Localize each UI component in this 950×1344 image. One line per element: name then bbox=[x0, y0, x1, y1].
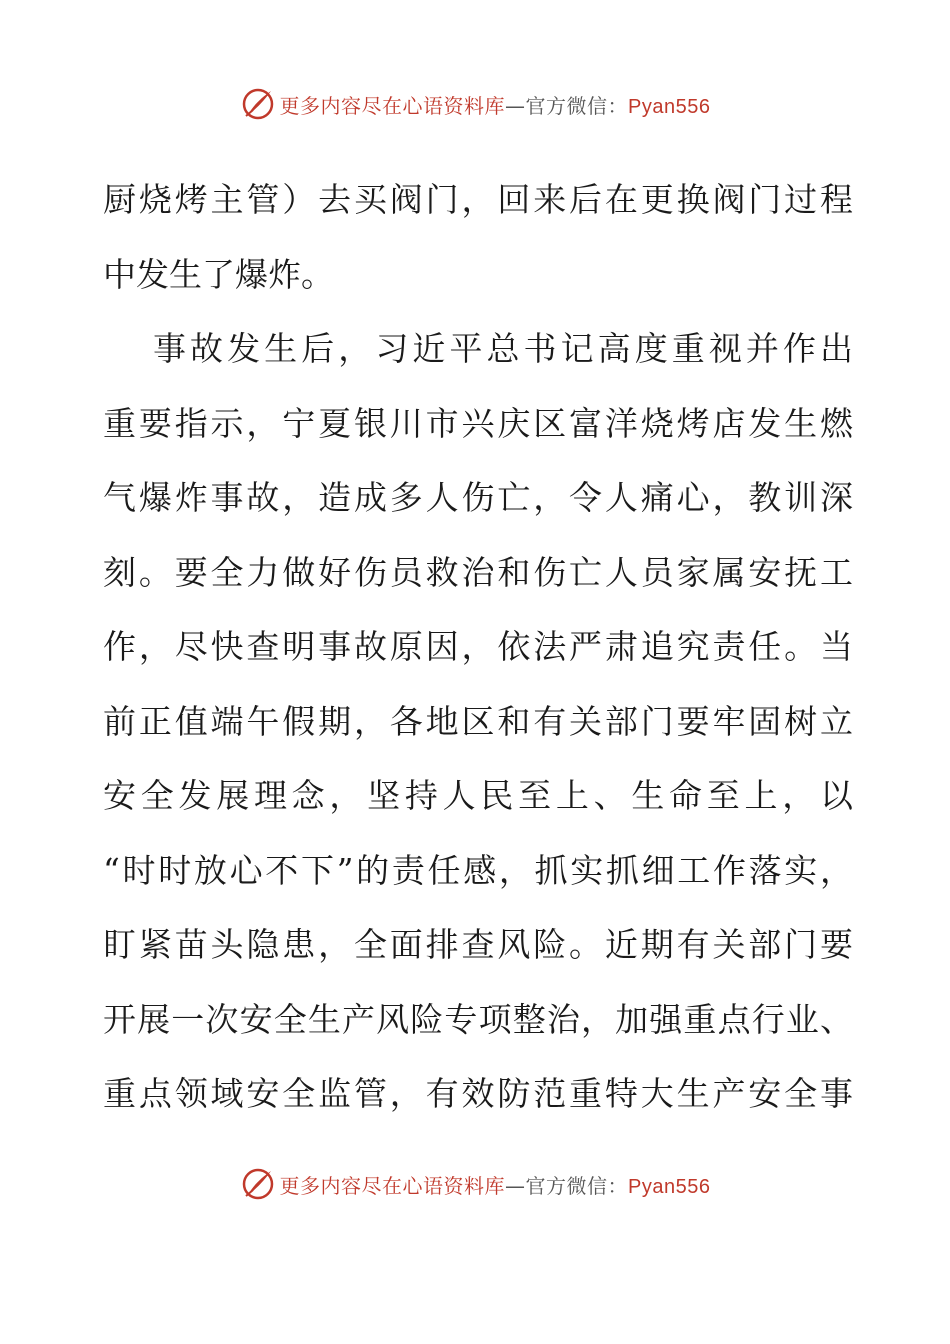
header-watermark bbox=[0, 84, 950, 124]
text-line: 盯紧苗头隐患，全面排查风险。近期有关部门要 bbox=[103, 925, 853, 964]
text-line: 中发生了爆炸。 bbox=[103, 254, 334, 294]
text-line: 重要指示，宁夏银川市兴庆区富洋烧烤店发生燃 bbox=[103, 403, 853, 443]
footer-watermark bbox=[0, 1164, 950, 1204]
text-line: 气爆炸事故，造成多人伤亡，令人痛心，教训深 bbox=[103, 478, 853, 517]
watermark-tail: —官方微信： bbox=[505, 93, 629, 118]
quill-pen-logo-icon bbox=[240, 1166, 276, 1202]
text-line: 重点领域安全监管，有效防范重特大生产安全事 bbox=[103, 1074, 853, 1113]
text-line: 事故发生后，习近平总书记高度重视并作出 bbox=[153, 329, 853, 368]
watermark-main: 更多内容尽在心语资料库 bbox=[279, 93, 506, 118]
watermark-text bbox=[280, 1170, 711, 1199]
text-line: 开展一次安全生产风险专项整治，加强重点行业、 bbox=[103, 999, 853, 1039]
watermark-main: 更多内容尽在心语资料库 bbox=[279, 1173, 506, 1198]
quill-pen-logo-icon bbox=[240, 86, 276, 122]
text-line: 安全发展理念，坚持人民至上、生命至上，以 bbox=[103, 776, 853, 815]
watermark-id: Pyan556 bbox=[628, 95, 711, 118]
body-text bbox=[103, 170, 853, 1139]
text-line: “时时放心不下”的责任感，抓实抓细工作落实， bbox=[103, 850, 853, 890]
text-line: 刻。要全力做好伤员救治和伤亡人员家属安抚工 bbox=[103, 552, 853, 592]
watermark-id: Pyan556 bbox=[628, 1175, 711, 1198]
text-line: 厨烧烤主管）去买阀门，回来后在更换阀门过程 bbox=[103, 180, 853, 219]
text-line: 前正值端午假期，各地区和有关部门要牢固树立 bbox=[103, 701, 853, 741]
text-line: 作，尽快查明事故原因，依法严肃追究责任。当 bbox=[103, 627, 853, 666]
watermark-tail: —官方微信： bbox=[505, 1173, 629, 1198]
watermark-text bbox=[280, 90, 711, 119]
